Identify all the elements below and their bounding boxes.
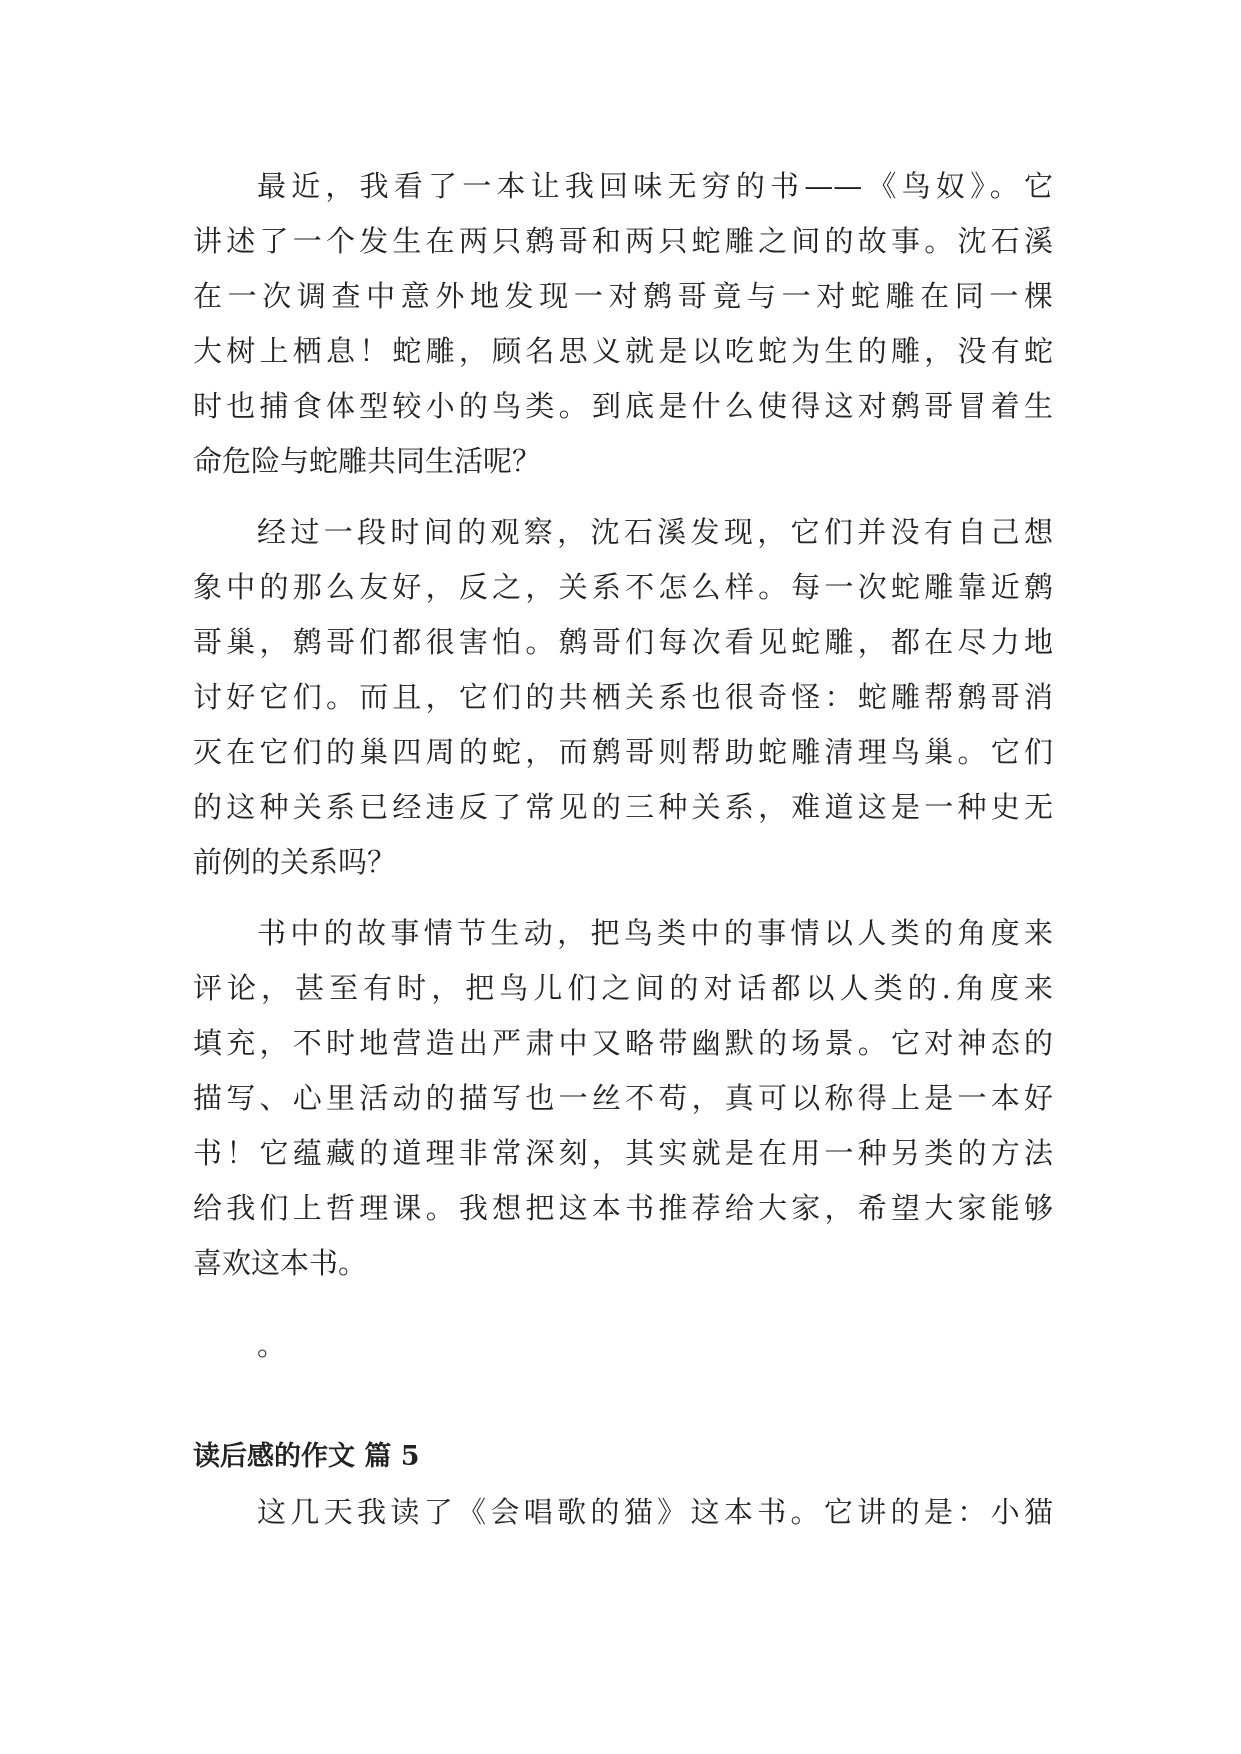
paragraph-3-line-7: 喜欢这本书。 [193, 1246, 368, 1280]
stray-period: 。 [257, 1328, 287, 1362]
paragraph-1-line-2: 讲述了一个发生在两只鹩哥和两只蛇雕之间的故事。沈石溪 [193, 224, 1053, 258]
paragraph-2-line-5: 灭在它们的巢四周的蛇，而鹩哥则帮助蛇雕清理鸟巢。它们 [193, 735, 1053, 769]
paragraph-2-line-6: 的这种关系已经违反了常见的三种关系，难道这是一种史无 [193, 790, 1053, 824]
paragraph-3-line-2: 评论，甚至有时，把鸟儿们之间的对话都以人类的.角度来 [193, 971, 1053, 1005]
paragraph-1-line-4: 大树上栖息！蛇雕，顾名思义就是以吃蛇为生的雕，没有蛇 [193, 334, 1053, 368]
paragraph-3-line-1: 书中的故事情节生动，把鸟类中的事情以人类的角度来 [257, 916, 1053, 950]
paragraph-3-line-3: 填充，不时地营造出严肃中又略带幽默的场景。它对神态的 [193, 1026, 1053, 1060]
paragraph-2-line-4: 讨好它们。而且，它们的共栖关系也很奇怪：蛇雕帮鹩哥消 [193, 680, 1053, 714]
paragraph-3-line-4: 描写、心里活动的描写也一丝不苟，真可以称得上是一本好 [193, 1081, 1053, 1115]
paragraph-2-line-2: 象中的那么友好，反之，关系不怎么样。每一次蛇雕靠近鹩 [193, 570, 1053, 604]
paragraph-1-line-3: 在一次调查中意外地发现一对鹩哥竟与一对蛇雕在同一棵 [193, 279, 1053, 313]
paragraph-2-line-3: 哥巢，鹩哥们都很害怕。鹩哥们每次看见蛇雕，都在尽力地 [193, 625, 1053, 659]
paragraph-1-line-6: 命危险与蛇雕共同生活呢？ [193, 444, 542, 478]
paragraph-3-line-6: 给我们上哲理课。我想把这本书推荐给大家，希望大家能够 [193, 1191, 1053, 1225]
paragraph-2-line-1: 经过一段时间的观察，沈石溪发现，它们并没有自己想 [257, 515, 1053, 549]
paragraph-1-line-1: 最近，我看了一本让我回味无穷的书——《鸟奴》。它 [257, 169, 1053, 203]
next-paragraph-line-1: 这几天我读了《会唱歌的猫》这本书。它讲的是：小猫 [257, 1495, 1053, 1529]
paragraph-1-line-5: 时也捕食体型较小的鸟类。到底是什么使得这对鹩哥冒着生 [193, 389, 1053, 423]
paragraph-3-line-5: 书！它蕴藏的道理非常深刻，其实就是在用一种另类的方法 [193, 1136, 1053, 1170]
section-heading: 读后感的作文 篇 5 [193, 1441, 420, 1472]
paragraph-2-line-7: 前例的关系吗？ [193, 845, 397, 879]
